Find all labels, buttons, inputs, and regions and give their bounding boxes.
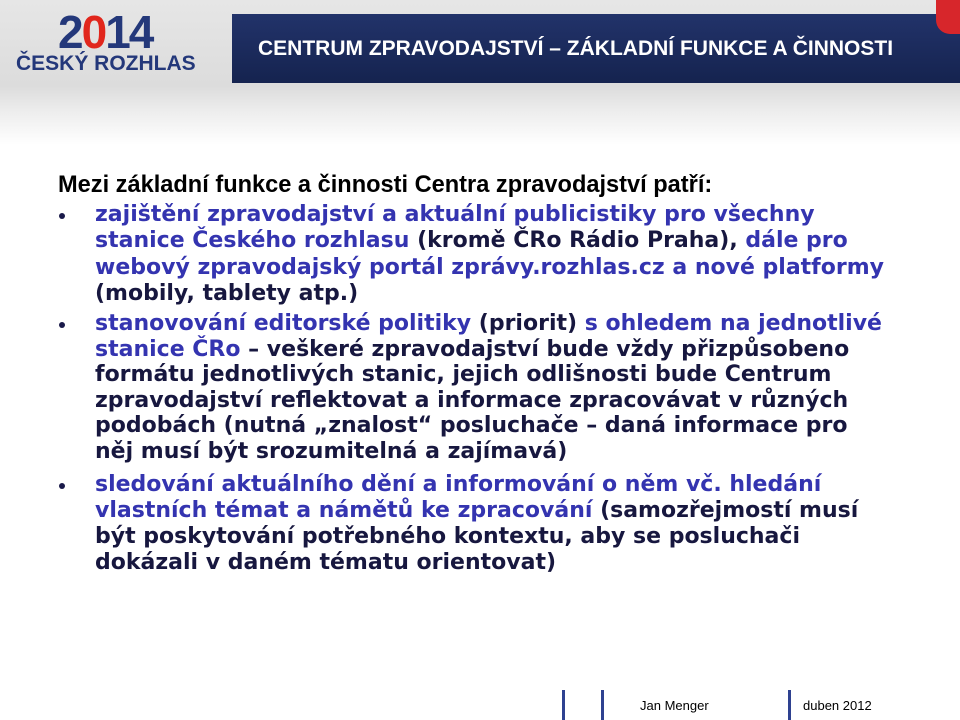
logo-year: [58, 8, 152, 56]
text-segment: stanice ČRo: [95, 336, 241, 362]
bullet-line: [95, 439, 882, 465]
logo-digit: 4: [128, 6, 153, 58]
bullet-dot: [59, 213, 65, 219]
bullet-line: [95, 337, 882, 363]
bullet-dot: [59, 322, 65, 328]
title-bar: [232, 14, 960, 83]
text-segment: webový zpravodajský portál zprávy.rozhlas.cz a nové platformy: [95, 254, 884, 280]
text-segment: dokázali v daném tématu orientovat): [95, 550, 557, 575]
text-segment: podobách (nutná „znalost“ posluchače – daná informace pro: [95, 413, 848, 438]
bullet-line: [95, 281, 884, 307]
text-segment: stanovování editorské politiky: [95, 311, 479, 336]
bullet-line: [95, 498, 858, 524]
text-segment: (mobily, tablety atp.): [95, 280, 359, 306]
bullet-line: [95, 202, 884, 228]
footer-author: Jan Menger: [640, 698, 709, 713]
text-segment: zajištění zpravodajství a aktuální publicistiky pro všechny: [95, 202, 815, 227]
text-segment: (priorit): [478, 311, 578, 336]
text-segment: sledování aktuálního dění a informování o něm vč. hledání: [95, 472, 822, 497]
bullet-text: [95, 472, 858, 576]
bullet-dot: [59, 483, 65, 489]
slide-title: CENTRUM ZPRAVODAJSTVÍ – ZÁKLADNÍ FUNKCE A ČINNOSTI: [258, 36, 894, 60]
text-segment: formátu jednotlivých stanic, jejich odlišnosti bude Centrum: [95, 362, 832, 387]
bullet-line: [95, 228, 884, 254]
bullet-text: [95, 202, 884, 307]
text-segment: zpravodajství reflektovat a informace zpracovávat v různých: [95, 387, 849, 413]
content-heading: Mezi základní funkce a činnosti Centra zpravodajství patří:: [58, 172, 713, 198]
text-segment: něj musí být srozumitelná a zajímavá): [95, 438, 568, 464]
text-segment: být poskytování potřebného kontextu, aby se posluchači: [95, 524, 800, 549]
text-segment: (samozřejmostí musí: [600, 498, 859, 523]
bullet-line: [95, 413, 882, 439]
footer-divider: [788, 690, 791, 720]
bullet-line: [95, 472, 858, 498]
text-segment: dále pro: [737, 228, 848, 254]
footer-divider: [562, 690, 565, 720]
logo-digit-accent: 0: [81, 6, 106, 58]
text-segment: vlastních témat a námětů ke zpracování: [95, 498, 601, 523]
footer-divider: [601, 690, 604, 720]
bullet-line: [95, 388, 882, 414]
bullet-line: [95, 255, 884, 281]
bullet-line: [95, 524, 858, 550]
corner-accent: [936, 0, 960, 34]
footer-date: duben 2012: [803, 698, 872, 713]
logo-digit: 2: [58, 6, 82, 58]
text-segment: s ohledem na jednotlivé: [577, 311, 882, 336]
logo-wordmark: ČESKÝ ROZHLAS: [16, 52, 196, 75]
logo-digit: 1: [105, 6, 129, 58]
bullet-line: [95, 362, 882, 388]
bullet-line: [95, 550, 858, 576]
text-segment: (kromě ČRo Rádio Praha),: [417, 228, 738, 254]
bullet-line: [95, 311, 882, 337]
text-segment: – veškeré zpravodajství bude vždy přizpůsobeno: [240, 336, 850, 362]
bullet-text: [95, 311, 882, 464]
text-segment: stanice Českého rozhlasu: [95, 228, 418, 254]
